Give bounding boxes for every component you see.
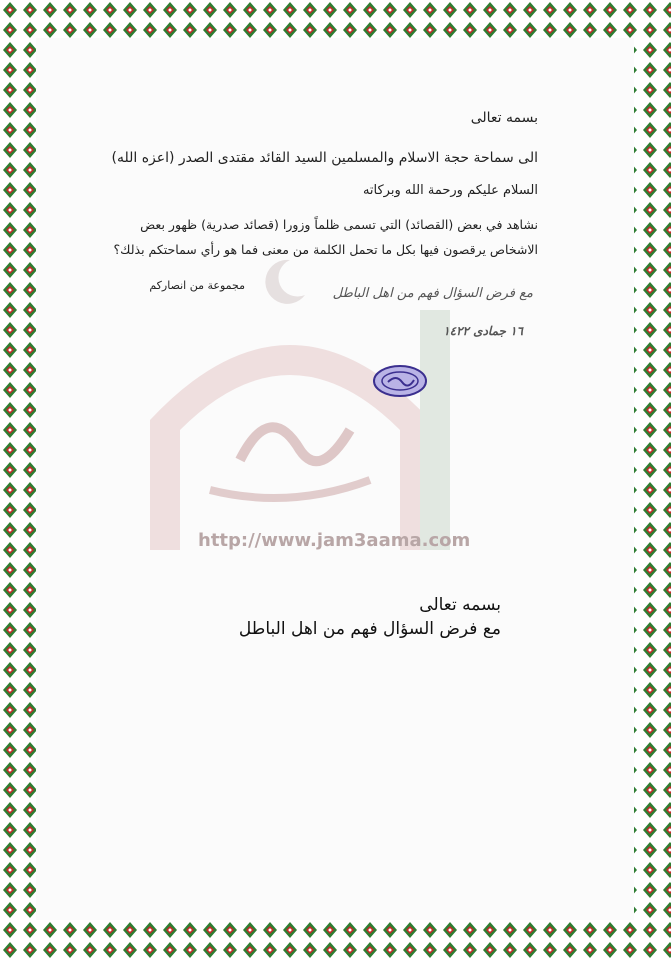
typed-answer-text: مع فرض السؤال فهم من اهل الباطل [238,619,501,639]
letter-signature: مجموعة من انصاركم [149,279,245,292]
letter-body-line-1: نشاهد في بعض (القصائد) التي تسمى ظلماً وزورا (قصائد صدرية) ظهور بعض [140,217,538,232]
letter-body-line-2: الاشخاص يرقصون فيها بكل ما تحمل الكلمة من معنى فما هو رأي سماحتكم بذلك؟ [113,242,538,257]
typed-answer-greeting: بسمه تعالى [419,595,501,615]
handwritten-reply: مع فرض السؤال فهم من اهل الباطل [332,286,533,301]
letter-addressee: الى سماحة حجة الاسلام والمسلمين السيد القائد مقتدى الصدر (اعزه الله) [111,150,538,166]
letter-salutation: السلام عليكم ورحمة الله وبركاته [362,183,538,198]
handwritten-date: ١٦ جمادى ١٤٢٢ [443,324,523,338]
official-stamp-icon [372,364,428,398]
letter-greeting: بسمه تعالى [470,110,538,126]
watermark-url: http://www.jam3aama.com [198,530,471,551]
